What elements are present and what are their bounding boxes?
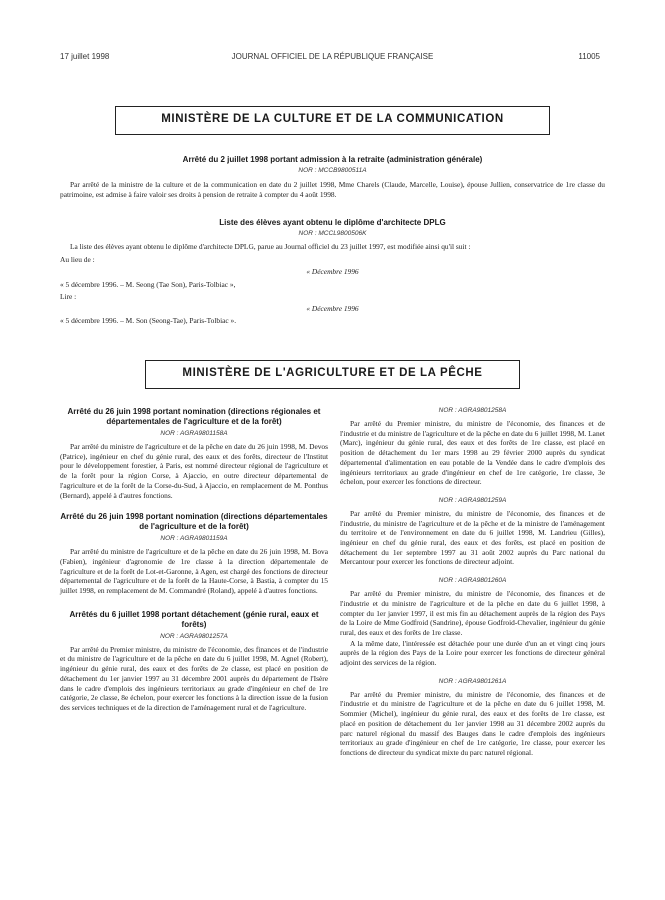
arretes-detachement-title: Arrêtés du 6 juillet 1998 portant détachement (génie rural, eaux et forêts)	[69, 609, 319, 629]
journal-title: JOURNAL OFFICIEL DE LA RÉPUBLIQUE FRANÇAISE	[231, 52, 434, 61]
nor-reference: NOR : AGRA9801261A	[438, 677, 507, 685]
nor-reference: NOR : AGRA9801159A	[160, 535, 228, 543]
arrete-retraite-body: Par arrêté de la ministre de la culture et de la communication en date du 2 juillet 1998, Mme Charels (Claude, Marcelle, Louise), épouse Jullien, conservatrice de 1re classe du patrimoine, est admise à faire valoir ses droits à pension de retraite à compter du 4 août 1998.	[60, 180, 605, 199]
arrete-detachement-sommier-body: Par arrêté du Premier ministre, du ministre de l'économie, des finances et de l'industrie et du ministre de l'agriculture et de la pêche en date du 6 juillet 1998, M. Sommier (Michel), ingénieur du génie rural, des eaux et des forêts de 1re classe, est placé en position de détachement du 1er janvier 1998 au 31 décembre 2002 auprès du parc naturel régional du massif des Bauges dans le cadre d'emplois des ingénieurs territoriaux au grade d'ingénieur en chef de 1re catégorie, 1re classe, pour exercer les fonctions de directeur du syndicat mixte du parc naturel régional.	[340, 689, 605, 757]
arrete-retraite-title: Arrêté du 2 juillet 1998 portant admission à la retraite (administration générale)	[182, 155, 483, 164]
ministry-agriculture-heading: MINISTÈRE DE L'AGRICULTURE ET DE LA PÊCHE	[145, 360, 520, 389]
liste-dplg-body: La liste des élèves ayant obtenu le diplôme d'architecte DPLG, parue au Journal officiel du 23 juillet 1997, est modifiée ainsi qu'il suit :	[70, 242, 471, 251]
nor-reference: NOR : MCCB9800511A	[298, 167, 367, 174]
arrete-nomination-regionale-title: Arrêté du 26 juin 1998 portant nomination (directions régionales et départementales de l'agriculture et de la forêt)	[67, 407, 321, 426]
nor-reference: NOR : AGRA9801260A	[438, 577, 507, 585]
list-entry-new: « 5 décembre 1996. – M. Son (Seong-Tae), Paris-Tolbiac ».	[60, 316, 237, 325]
page-date: 17 juillet 1998	[60, 52, 110, 61]
arrete-nomination-regionale-body: Par arrêté du ministre de l'agriculture et de la pêche en date du 26 juin 1998, M. Devos (Patrice), ingénieur en chef du génie rural, des eaux et des forêts, directeur de l'Institut pour le développement forestier, à Paris, est nommé directeur régional de l'agriculture et de la forêt pour la région Corse, à Ajaccio, en outre directeur départemental de l'agriculture et de la forêt de la Corse-du-Sud, à Ajaccio, en remplacement de M. Ponthus (Bernard), appelé à d'autres fonctions.	[60, 442, 328, 500]
arrete-nomination-departementale-title: Arrêté du 26 juin 1998 portant nomination (directions départementales de l'agriculture et de la forêt)	[60, 512, 328, 532]
au-lieu-de: Au lieu de :	[60, 255, 95, 264]
ministry-culture-heading: MINISTÈRE DE LA CULTURE ET DE LA COMMUNICATION	[115, 106, 550, 135]
left-column	[60, 407, 328, 714]
nor-reference: NOR : AGRA9801158A	[160, 430, 228, 437]
nor-reference: NOR : AGRA9801258A	[438, 407, 507, 414]
nor-reference: NOR : MCCL9800506K	[298, 230, 367, 237]
month-heading: « Décembre 1996	[306, 304, 359, 313]
month-heading: « Décembre 1996	[306, 267, 359, 276]
nor-reference: NOR : AGRA9801257A	[160, 632, 228, 640]
lire-label: Lire :	[60, 292, 77, 301]
right-column	[340, 407, 605, 759]
liste-dplg-title: Liste des élèves ayant obtenu le diplôme d'architecte DPLG	[219, 218, 446, 227]
page-number: 11005	[578, 52, 600, 61]
arrete-detachement-agnel-body: Par arrêté du Premier ministre, du ministre de l'économie, des finances et de l'industrie et du ministre de l'agriculture et de la pêche en date du 6 juillet 1998, M. Agnel (Robert), ingénieur du génie rural, des eaux et des forêts de 2e classe, est placé en position de détachement du 1er janvier 1997 au 31 décembre 2001 auprès du département de l'Isère dans le cadre d'emplois des ingénieurs territoriaux au grade d'ingénieur en chef de 1re catégorie, 2e classe, 8e échelon, pour exercer les fonctions à la direction issue de la fusion des services techniques et de la direction de l'aménagement rural et de l'agriculture.	[60, 644, 328, 712]
arrete-detachement-lanet-body: Par arrêté du Premier ministre, du ministre de l'économie, des finances et de l'industrie et du ministre de l'agriculture et de la pêche en date du 6 juillet 1998, M. Lanet (Marc), ingénieur du génie rural, des eaux et des forêts de 1re classe, est placé en position de détachement du 1er mars 1998 au 29 février 2000 auprès du syndicat départemental d'alimentation en eau potable de la Vendée dans le cadre d'emplois des ingénieurs territoriaux au grade d'ingénieur en chef de 1re catégorie, 1re classe, 3e échelon, pour exercer les fonctions de directeur.	[340, 419, 605, 487]
nor-reference: NOR : AGRA9801259A	[438, 496, 507, 504]
arrete-detachement-godfroid-body: Par arrêté du Premier ministre, du ministre de l'économie, des finances et de l'industrie et du ministre de l'agriculture et de la pêche en date du 6 juillet 1998, à compter du 1er janvier 1997, il est mis fin au détachement auprès de la région des Pays de la Loire de Mme Godfroid (Sandrine), épouse Godfroid-Chevalier, ingénieur du génie rural, des eaux et des forêts de 1re classe. A la même date, l'intéressée est détachée pour une durée d'un an et vingt cinq jours auprès de la région des Pays de la Loire pour exercer les fonctions de directeur général adjoint des services de la région.	[340, 589, 605, 668]
arrete-nomination-departementale-body: Par arrêté du ministre de l'agriculture et de la pêche en date du 26 juin 1998, M. Bova (Fabien), ingénieur d'agronomie de 1re classe à la direction départementale de l'agriculture et de la forêt de Lot-et-Garonne, à Agen, est chargé des fonctions de directeur départemental de l'agriculture et de la forêt de la Haute-Corse, à Bastia, à compter du 15 juillet 1998, en remplacement de M. Commandré (Roland), appelé à d'autres fonctions.	[60, 547, 328, 596]
list-entry-old: « 5 décembre 1996. – M. Seong (Tae Son), Paris-Tolbiac »,	[60, 280, 236, 289]
arrete-detachement-landrieu-body: Par arrêté du Premier ministre, du ministre de l'économie, des finances et de l'industrie, du ministre de l'agriculture et de la pêche et de la ministre de l'aménagement du territoire et de l'environnement en date du 6 juillet 1998, M. Landrieu (Gilles), ingénieur en chef du génie rural, des eaux et des forêts, est placé en position de détachement du 1er septembre 1997 au 31 août 2002 auprès du Parc national du Mercantour pour exercer les fonctions de directeur adjoint.	[340, 508, 605, 567]
